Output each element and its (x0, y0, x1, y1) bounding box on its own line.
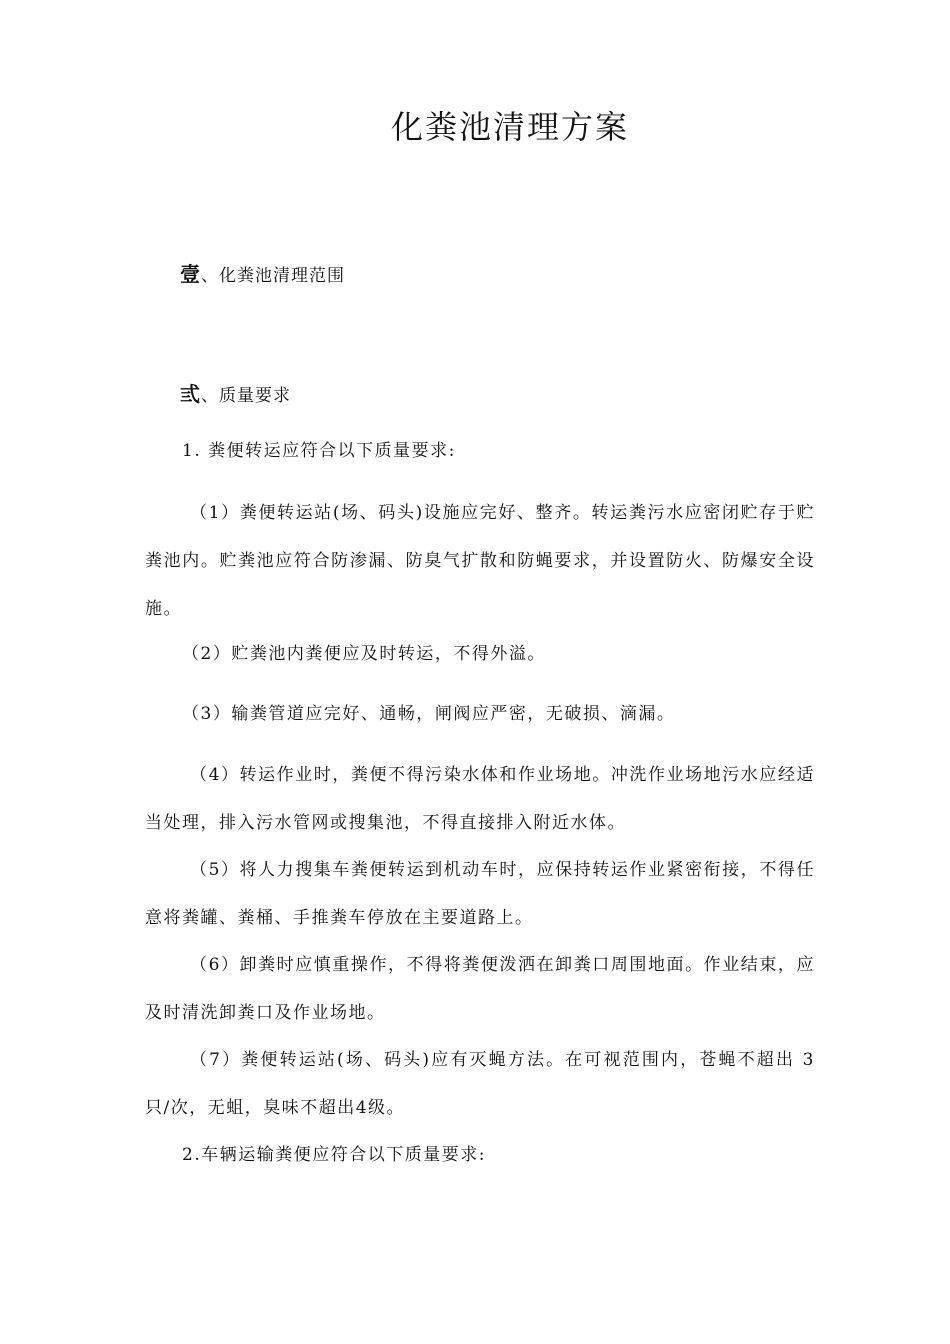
paragraph: （4）转运作业时，粪便不得污染水体和作业场地。冲洗作业场地污水应经适当处理，排入污水管网或搜集池，不得直接排入附近水体。 (145, 765, 815, 833)
section-number: 壹 (180, 262, 201, 286)
paragraph: 2.车辆运输粪便应符合以下质量要求: (182, 1145, 486, 1165)
section-title: 、质量要求 (201, 386, 291, 406)
paragraph: （6）卸粪时应慎重操作，不得将粪便泼洒在卸粪口周围地面。作业结束，应及时清洗卸粪口及作业场地。 (145, 955, 815, 1023)
paragraph: 1. 粪便转运应符合以下质量要求: (182, 441, 456, 461)
document-title: 化粪池清理方案 (390, 108, 629, 146)
section-number: 弎 (180, 382, 201, 406)
paragraph: （7）粪便转运站(场、码头)应有灭蝇方法。在可视范围内，苍蝇不超出 3只/次，无蛆，臭味不超出4级。 (145, 1050, 815, 1118)
paragraph: （3）输粪管道应完好、通畅，闸阀应严密，无破损、滴漏。 (182, 704, 676, 724)
section-title: 、化粪池清理范围 (201, 266, 345, 286)
paragraph: （1）粪便转运站(场、码头)设施应完好、整齐。转运粪污水应密闭贮存于贮粪池内。贮粪池应符合防渗漏、防臭气扩散和防蝇要求，并设置防火、防爆安全设施。 (145, 503, 815, 619)
paragraph: （5）将人力搜集车粪便转运到机动车时，应保持转运作业紧密衔接，不得任意将粪罐、粪桶、手推粪车停放在主要道路上。 (145, 860, 815, 928)
section-heading-1 (180, 258, 345, 287)
paragraph: （2）贮粪池内粪便应及时转运，不得外溢。 (182, 644, 546, 664)
section-heading-2 (180, 378, 291, 407)
